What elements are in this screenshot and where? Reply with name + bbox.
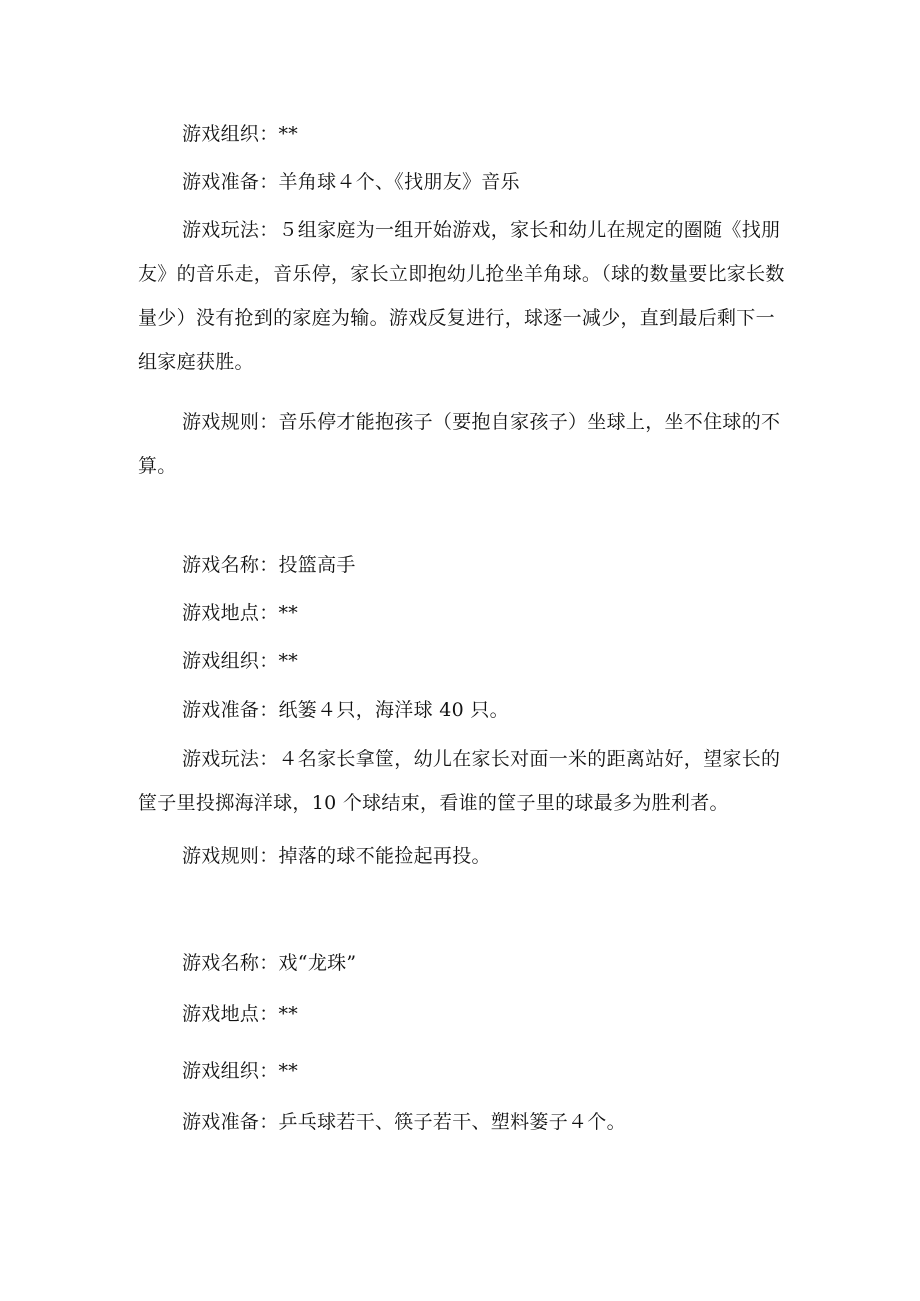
- game3-name: 游戏名称：戏“龙珠”: [182, 952, 357, 974]
- game2-organization: 游戏组织：**: [182, 650, 299, 672]
- game1-preparation: 游戏准备：羊角球４个、《找朋友》音乐: [182, 171, 520, 193]
- game2-location: 游戏地点：**: [182, 602, 299, 624]
- game2-rules: 游戏规则：掉落的球不能捡起再投。: [182, 845, 491, 867]
- game2-name: 游戏名称：投篮高手: [182, 554, 356, 576]
- game1-play-method: 游戏玩法：５组家庭为一组开始游戏，家长和幼儿在规定的圈随《找朋友》的音乐走，音乐停，家长立即抱幼儿抢坐羊角球。（球的数量要比家长数量少）没有抢到的家庭为输。游戏反复进行，球逐一减少，直到最后剩下一组家庭获胜。: [138, 219, 785, 373]
- game1-rules: 游戏规则：音乐停才能抱孩子（要抱自家孩子）坐球上，坐不住球的不算。: [138, 411, 781, 477]
- game3-organization: 游戏组织：**: [182, 1060, 299, 1082]
- game2-preparation: 游戏准备：纸篓４只，海洋球 40 只。: [182, 699, 509, 721]
- game3-preparation: 游戏准备：乒乓球若干、筷子若干、塑料篓子４个。: [182, 1111, 626, 1133]
- game1-organization: 游戏组织：**: [182, 123, 299, 145]
- game2-play-method: 游戏玩法：４名家长拿筐，幼儿在家长对面一米的距离站好，望家长的筐子里投掷海洋球，10 个球结束，看谁的筐子里的球最多为胜利者。: [138, 748, 781, 814]
- game3-location: 游戏地点：**: [182, 1003, 299, 1025]
